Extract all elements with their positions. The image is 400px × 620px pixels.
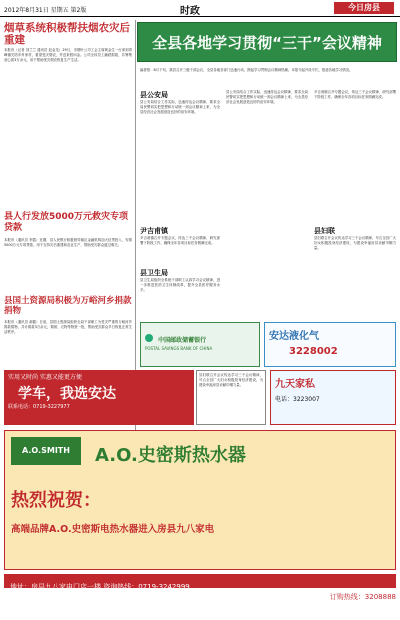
gas-phone: 3228002 — [289, 346, 338, 357]
footer-bar — [4, 574, 396, 591]
section-title: 时政 — [180, 6, 200, 17]
info-box-text: 县妇联召开会议传达学习三干会议精神，号召全县广大妇女积极投身经济建设，为建设幸福房县贡献巾帼力量。 — [199, 373, 263, 387]
paper-logo: 今日房县 — [334, 2, 394, 14]
bank-name: 中国邮政储蓄银行 — [158, 337, 207, 344]
issue-date: 2012年8月31日 星期五 第2版 — [4, 7, 87, 14]
right-order-phone: 订购热线：3208888 — [329, 593, 396, 601]
postal-bank-ad[interactable] — [140, 322, 260, 367]
article-3-title: 县国土资源局积极为万峪河乡捐款捐物 — [4, 296, 132, 316]
page-header — [0, 0, 400, 17]
driving-school-phone: 联系电话：0719-3227977 — [8, 404, 70, 410]
body-yinjifu: 尹吉甫镇召开专题会议，传达三干会议精神，研究部署下阶段工作，确保全年各项目标任务圆满完成。 — [140, 236, 220, 245]
column-divider — [135, 20, 136, 430]
ao-smith-brand: A.O.史密斯热水器 — [95, 445, 246, 466]
article-2-title: 县人行发放5000万元救灾专项贷款 — [4, 212, 129, 233]
furniture-ad[interactable] — [270, 370, 396, 425]
subhead-health: 县卫生局 — [140, 269, 168, 277]
driving-school-ad[interactable] — [4, 370, 194, 425]
furniture-brand: 九天家私 — [275, 379, 315, 390]
subhead-yinjifu: 尹吉甫镇 — [140, 227, 168, 235]
driving-school-tagline: 实用又时尚 实惠又能更方便 — [8, 374, 82, 381]
ao-smith-ad[interactable] — [4, 430, 396, 570]
subhead-public-security: 县公安局 — [140, 91, 168, 99]
gas-title: 安达液化气 — [269, 331, 319, 342]
article-3-body: 本报讯（通讯员 郝健）日前，县国土资源局组织全局干部职工为受灾严重的万峪河乡捐款捐物，共计捐款3万余元，棉被、衣物等物资一批，帮助受灾群众早日恢复正常生活秩序。 — [4, 320, 132, 334]
body-womens-federation: 县妇联召开会议传达学习三干会议精神，号召全县广大妇女积极投身经济建设，为建设幸福房县贡献巾帼力量。 — [314, 236, 396, 250]
driving-school-slogan: 学车，我选安达 — [18, 386, 116, 402]
body-col-3: 尹吉甫镇召开专题会议，传达三干会议精神，研究部署下阶段工作，确保全年各项目标任务圆满完成。 — [314, 90, 396, 99]
info-box — [196, 370, 266, 425]
gas-ad[interactable] — [264, 322, 396, 367]
furniture-phone: 电话：3223007 — [275, 396, 320, 403]
celebrate-title: 热烈祝贺： — [11, 490, 101, 511]
subhead-womens-federation: 县妇联 — [314, 227, 335, 235]
article-2-body: 本报讯（通讯员 李霞）近期，县人民银行积极督导辖区金融机构加大信贷投入，安排5000万元专项贷款，用于支持灾后重建和农业生产，帮助受灾群众渡过难关。 — [4, 238, 132, 247]
footer-address: 地址：房县九八家电门店一楼 咨询热线：0719-3242999 — [10, 583, 190, 591]
postal-bank-logo-icon — [145, 334, 153, 342]
body-health: 县卫生局组织全系统干部职工认真学习会议精神，进一步推进医药卫生体制改革，提升全县医疗服务水平。 — [140, 278, 220, 292]
bank-subtitle: POSTAL SAVINGS BANK OF CHINA — [145, 346, 213, 351]
body-col-2: 县公安局结合工作实际，迅速传达会议精神，要求全局民警切实把思想和行动统一到会议精神上来，为全县经济社会发展创造良好的治安环境。 — [226, 90, 308, 104]
ao-smith-logo: A.O.SMITH — [11, 437, 81, 465]
article-1-body: 本报讯（记者 刘兰兰 通讯员 赵金龙）29日，市烟叶公司工会主席黄金生一行来到青峰镇关防乡肖家村，看望受灾烟农，并送来慰问金。公司全体员工踊跃捐款，共筹集爱心款3万余元，用于帮助受灾烟农恢复生产生活。 — [4, 48, 132, 62]
celebrate-body: 高端品牌A.O.史密斯电热水器进入房县九八家电 — [11, 524, 215, 535]
body-public-security: 县公安局结合工作实际，迅速传达会议精神，要求全局民警切实把思想和行动统一到会议精神上来，为全县经济社会发展创造良好的治安环境。 — [140, 100, 220, 114]
article-1-title: 烟草系统积极帮扶烟农灾后重建 — [4, 22, 130, 46]
feature-banner: 全县各地学习贯彻“三干”会议精神 — [137, 22, 397, 62]
editor-note: 编者按：8月下旬，我县召开三级干部会议，全县各地各部门迅速行动，掀起学习贯彻会议精神热潮。本报今起开设专栏，报道各地学习情况。 — [140, 68, 353, 72]
